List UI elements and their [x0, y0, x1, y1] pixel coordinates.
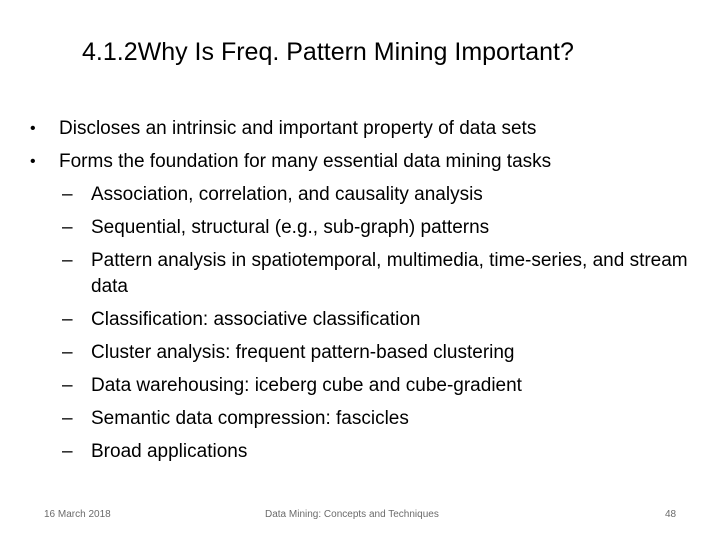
dash-marker: – — [62, 342, 73, 363]
slide-title: 4.1.2Why Is Freq. Pattern Mining Important? — [82, 38, 574, 66]
sub-item — [28, 435, 698, 468]
sub-item — [28, 336, 698, 369]
sub-item — [28, 369, 698, 402]
sub-item-text: Association, correlation, and causality analysis — [91, 184, 483, 205]
footer-date: 16 March 2018 — [44, 509, 111, 520]
sub-item — [28, 244, 698, 303]
bullet-marker: • — [30, 120, 36, 137]
dash-marker: – — [62, 250, 73, 271]
dash-marker: – — [62, 408, 73, 429]
sub-item-text: Broad applications — [91, 441, 248, 462]
bullet-item — [28, 112, 698, 145]
bullet-text: Discloses an intrinsic and important property of data sets — [59, 118, 537, 139]
sub-item-text: Cluster analysis: frequent pattern-based clustering — [91, 342, 515, 363]
bullet-item — [28, 145, 698, 178]
dash-marker: – — [62, 217, 73, 238]
sub-item — [28, 303, 698, 336]
footer-page-number: 48 — [665, 509, 677, 520]
bullet-marker: • — [30, 153, 36, 170]
dash-marker: – — [62, 309, 73, 330]
dash-marker: – — [62, 441, 73, 462]
sub-item-text: Sequential, structural (e.g., sub-graph) patterns — [91, 217, 490, 238]
bullet-text: Forms the foundation for many essential data mining tasks — [59, 151, 552, 172]
sub-item — [28, 402, 698, 435]
sub-item — [28, 178, 698, 211]
sub-item-text: Data warehousing: iceberg cube and cube-gradient — [91, 375, 522, 396]
dash-marker: – — [62, 184, 73, 205]
footer-course-title: Data Mining: Concepts and Techniques — [265, 509, 439, 520]
sub-item — [28, 211, 698, 244]
sub-item-text: Semantic data compression: fascicles — [91, 408, 409, 429]
sub-item-text: Pattern analysis in spatiotemporal, multimedia, time-series, and stream data — [91, 250, 688, 297]
slide-content — [28, 112, 698, 468]
dash-marker: – — [62, 375, 73, 396]
sub-item-text: Classification: associative classification — [91, 309, 421, 330]
